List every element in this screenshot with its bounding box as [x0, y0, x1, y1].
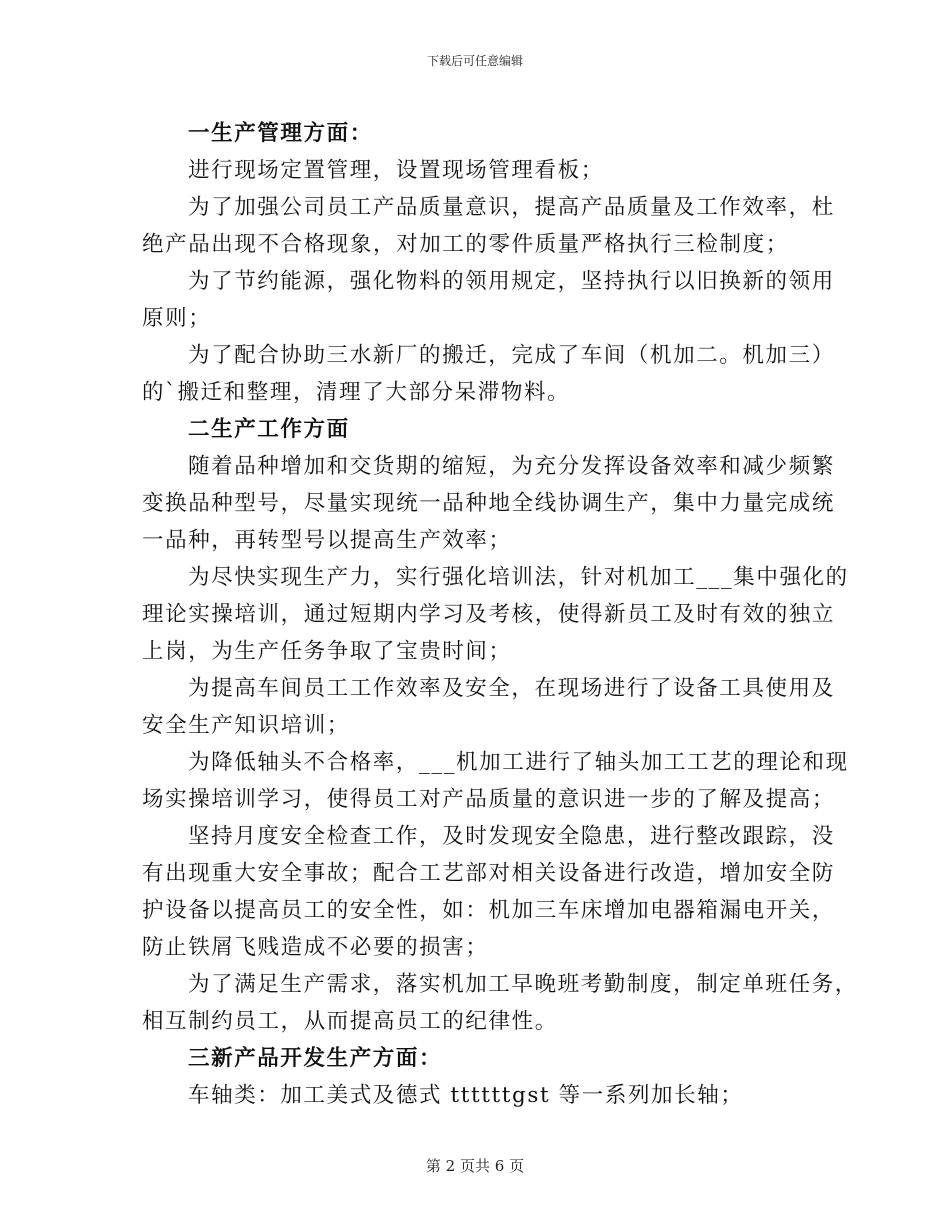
paragraph-line: 为了节约能源，强化物料的领用规定，坚持执行以旧换新的领用 [188, 269, 835, 294]
paragraph-line: 随着品种增加和交货期的缩短，为充分发挥设备效率和减少频繁 [188, 454, 835, 479]
paragraph-line: 为提高车间员工工作效率及安全，在现场进行了设备工具使用及 [188, 676, 835, 701]
paragraph-line: 上岗，为生产任务争取了宝贵时间； [142, 639, 512, 664]
page-header: 下载后可任意编辑 [426, 54, 523, 68]
paragraph-line: 为降低轴头不合格率，___机加工进行了轴头加工工艺的理论和现 [188, 750, 849, 775]
paragraph-line: 理论实操培训，通过短期内学习及考核，使得新员工及时有效的独立 [142, 602, 836, 627]
paragraph-line: 为了配合协助三水新厂的搬迁，完成了车间（机加二。机加三） [188, 343, 835, 368]
paragraph-line: 进行现场定置管理，设置现场管理看板； [188, 158, 604, 183]
section-heading: 一生产管理方面： [188, 121, 373, 146]
paragraph-line: 车轴类：加工美式及德式 ttttttgst 等一系列加长轴； [188, 1083, 744, 1108]
paragraph-line: 一品种，再转型号以提高生产效率； [142, 528, 512, 553]
paragraph-line: 绝产品出现不合格现象，对加工的零件质量严格执行三检制度； [142, 232, 789, 257]
section-heading: 三新产品开发生产方面： [188, 1046, 443, 1071]
paragraph-line: 相互制约员工，从而提高员工的纪律性。 [142, 1009, 558, 1034]
paragraph-line: 护设备以提高员工的安全性，如：机加三车床增加电器箱漏电开关， [142, 898, 836, 923]
page-footer: 第 2 页共 6 页 [425, 1157, 525, 1175]
paragraph-line: 的`搬迁和整理，清理了大部分呆滞物料。 [142, 380, 571, 405]
paragraph-line: 坚持月度安全检查工作，及时发现安全隐患，进行整改跟踪，没 [188, 824, 835, 849]
paragraph-line: 有出现重大安全事故；配合工艺部对相关设备进行改造，增加安全防 [142, 861, 836, 886]
paragraph-line: 变换品种型号，尽量实现统一品种地全线协调生产，集中力量完成统 [142, 491, 836, 516]
paragraph-line: 安全生产知识培训； [142, 713, 350, 738]
paragraph-line: 为了加强公司员工产品质量意识，提高产品质量及工作效率，杜 [188, 195, 835, 220]
paragraph-line: 为了满足生产需求，落实机加工早晚班考勤制度，制定单班任务， [188, 972, 858, 997]
paragraph-line: 为尽快实现生产力，实行强化培训法，针对机加工___集中强化的 [188, 565, 849, 590]
paragraph-line: 防止铁屑飞贱造成不必要的损害； [142, 935, 489, 960]
document-body [142, 115, 858, 1114]
paragraph-line: 原则； [142, 306, 212, 331]
paragraph-line: 场实操培训学习，使得员工对产品质量的意识进一步的了解及提高； [142, 787, 836, 812]
section-heading: 二生产工作方面 [188, 417, 350, 442]
